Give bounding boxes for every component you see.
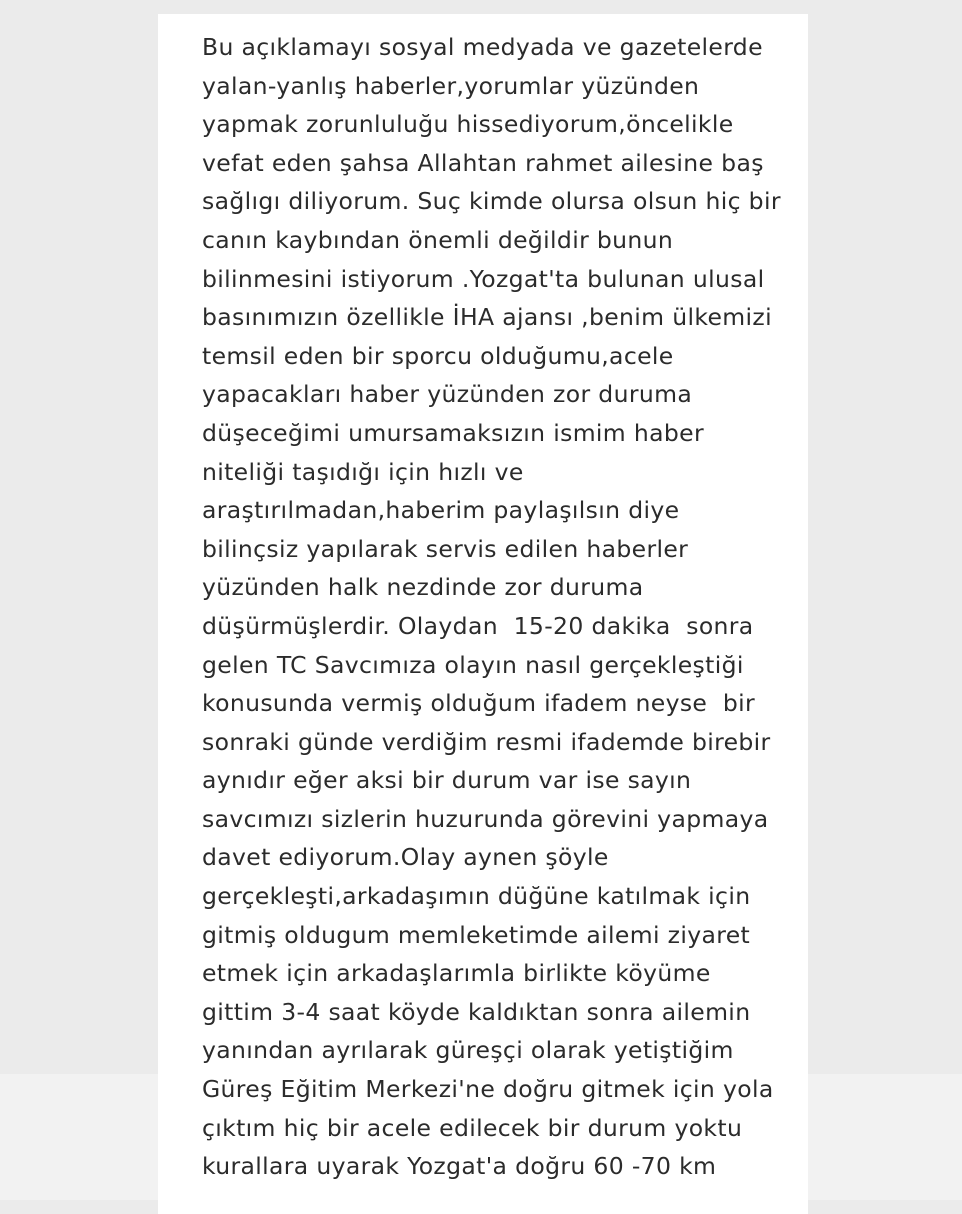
text-line: niteliği taşıdığı için hızlı ve [202, 457, 524, 486]
text-line: kurallara uyarak Yozgat'a doğru 60 -70 km [202, 1152, 717, 1181]
text-line: sonraki günde verdiğim resmi ifademde birebir [202, 727, 771, 756]
document-page [158, 14, 808, 1214]
text-line: basınımızın özellikle İHA ajansı ,benim ülkemizi [202, 303, 772, 332]
text-line: sağlıgı diliyorum. Suç kimde olursa olsun hiç bir [202, 187, 781, 216]
text-line: düşürmüşlerdir. Olaydan 15-20 dakika sonra [202, 611, 754, 640]
text-line: bilinmesini istiyorum .Yozgat'ta bulunan ulusal [202, 264, 765, 293]
text-line: gittim 3-4 saat köyde kaldıktan sonra ailemin [202, 997, 751, 1026]
text-line: vefat eden şahsa Allahtan rahmet ailesine baş [202, 148, 764, 177]
text-line: yapmak zorunluluğu hissediyorum,öncelikle [202, 110, 734, 139]
cut-off-line [202, 1186, 802, 1214]
text-line: Güreş Eğitim Merkezi'ne doğru gitmek için yola [202, 1075, 774, 1104]
text-line: gerçekleşti,arkadaşımın düğüne katılmak için [202, 882, 751, 911]
text-line: gelen TC Savcımıza olayın nasıl gerçekleştiği [202, 650, 744, 679]
statement-text [202, 28, 802, 1186]
text-line: canın kaybından önemli değildir bunun [202, 225, 674, 254]
text-line: düşeceğimi umursamaksızın ismim haber [202, 418, 704, 447]
text-line: temsil eden bir sporcu olduğumu,acele [202, 341, 674, 370]
text-line: yanından ayrılarak güreşçi olarak yetiştiğim [202, 1036, 734, 1065]
text-line: çıktım hiç bir acele edilecek bir durum yoktu [202, 1113, 743, 1142]
text-line: etmek için arkadaşlarımla birlikte köyüme [202, 959, 711, 988]
text-line: gitmiş oldugum memleketimde ailemi ziyaret [202, 920, 751, 949]
text-line: Bu açıklamayı sosyal medyada ve gazetelerde [202, 33, 763, 61]
text-line: bilinçsiz yapılarak servis edilen haberler [202, 534, 689, 563]
text-line: araştırılmadan,haberim paylaşılsın diye [202, 496, 680, 525]
text-line: konusunda vermiş olduğum ifadem neyse bir [202, 689, 756, 718]
text-line: yüzünden halk nezdinde zor duruma [202, 573, 644, 602]
text-line: davet ediyorum.Olay aynen şöyle [202, 843, 609, 872]
text-line: yapacakları haber yüzünden zor duruma [202, 380, 693, 409]
text-line: yalan-yanlış haberler,yorumlar yüzünden [202, 71, 700, 100]
text-line: savcımızı sizlerin huzurunda görevini yapmaya [202, 804, 769, 833]
text-line: aynıdır eğer aksi bir durum var ise sayın [202, 766, 692, 795]
